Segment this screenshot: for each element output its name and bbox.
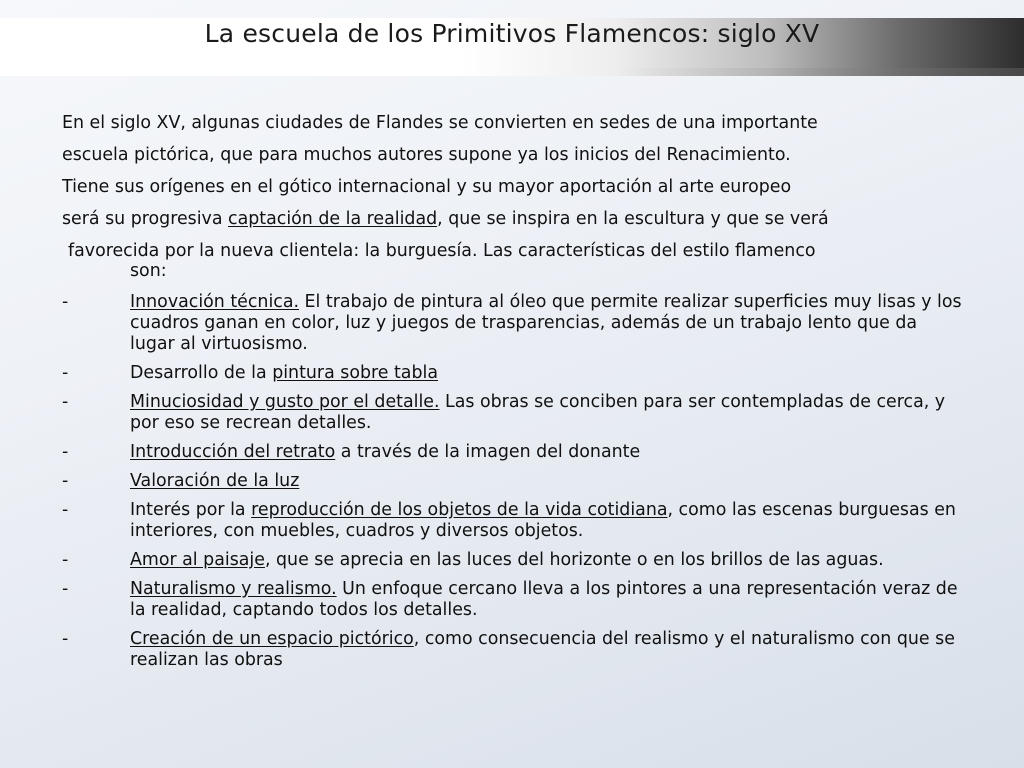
list-item-heading: pintura sobre tabla <box>272 363 438 383</box>
bullet-dash: - <box>62 550 69 570</box>
intro-line-5-text: favorecida por la nueva clientela: la burguesía. Las características del estilo flamenco <box>68 241 816 261</box>
bullet-dash: - <box>62 471 69 491</box>
intro-line-4-start: será su progresiva <box>62 209 229 229</box>
intro-line-1: En el siglo XV, algunas ciudades de Flandes se convierten en sedes de una importante <box>62 113 818 133</box>
bullet-dash: - <box>62 363 69 383</box>
intro-line-4 <box>62 208 962 231</box>
intro-line-2: escuela pictórica, que para muchos autores supone ya los inicios del Renacimiento. <box>62 145 791 165</box>
list-item-text: , como las escenas burguesas en interiores, con muebles, cuadros y diversos objetos. <box>130 500 956 541</box>
bullet-dash: - <box>62 629 69 649</box>
list-item-text: , que se aprecia en las luces del horizonte o en los brillos de las aguas. <box>264 550 884 570</box>
list-item-heading: reproducción de los objetos de la vida cotidiana <box>251 500 668 520</box>
list-item-text: , como consecuencia del realismo y el naturalismo con que se realizan las obras <box>130 629 955 670</box>
list-item-prefix: Interés por la <box>130 500 252 520</box>
list-item-heading: Creación de un espacio pictórico <box>130 629 414 649</box>
list-item-heading: Minuciosidad y gusto por el detalle. <box>130 392 440 412</box>
list-item <box>62 392 962 434</box>
list-item-prefix: Desarrollo de la <box>130 363 273 383</box>
list-item <box>62 292 962 355</box>
intro-line-5-tail: son: <box>130 261 167 281</box>
list-item <box>62 442 962 463</box>
intro-line-3: Tiene sus orígenes en el gótico internacional y su mayor aportación al arte europeo <box>62 177 792 197</box>
bullet-dash: - <box>62 442 69 462</box>
slide-body <box>62 112 962 679</box>
list-item-text: El trabajo de pintura al óleo que permite realizar superficies muy lisas y los cuadros ganan en color, luz y juegos de trasparencias, además de un trabajo lento que da lugar al virtuosismo. <box>130 292 962 354</box>
list-item-heading: Introducción del retrato <box>130 442 336 462</box>
intro-line-5 <box>68 240 962 283</box>
bullet-dash: - <box>62 579 69 599</box>
characteristics-list <box>62 292 962 671</box>
list-item-text: a través de la imagen del donante <box>335 442 641 462</box>
list-item-text: Un enfoque cercano lleva a los pintores a una representación veraz de la realidad, captando todos los detalles. <box>130 579 958 620</box>
bullet-dash: - <box>62 500 69 520</box>
list-item <box>62 579 962 621</box>
list-item <box>62 363 962 384</box>
list-item <box>62 629 962 671</box>
list-item-heading: Amor al paisaje <box>130 550 265 570</box>
list-item-heading: Valoración de la luz <box>130 471 300 491</box>
slide-title: La escuela de los Primitivos Flamencos: siglo XV <box>204 19 820 48</box>
list-item-heading: Innovación técnica. <box>130 292 300 312</box>
bullet-dash: - <box>62 392 69 412</box>
bullet-dash: - <box>62 292 69 312</box>
list-item <box>62 550 962 571</box>
list-item-heading: Naturalismo y realismo. <box>130 579 337 599</box>
list-item <box>62 471 962 492</box>
captacion-realidad-link: captación de la realidad <box>228 209 438 229</box>
intro-line-4-end: , que se inspira en la escultura y que se verá <box>437 209 829 229</box>
list-item <box>62 500 962 542</box>
list-item-text: Las obras se conciben para ser contempladas de cerca, y por eso se recrean detalles. <box>130 392 946 433</box>
intro-paragraph <box>62 112 962 283</box>
